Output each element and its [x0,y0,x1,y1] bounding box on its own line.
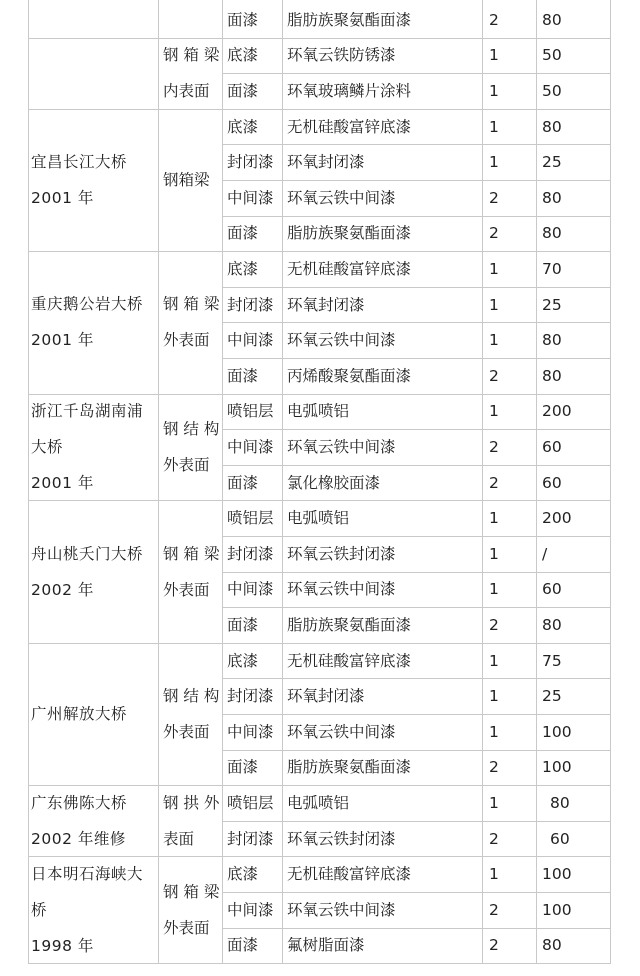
coating-material-cell: 环氧云铁防锈漆 [287,46,396,65]
coating-material-cell: 环氧封闭漆 [287,295,365,314]
coat-count-cell: 1 [489,509,499,528]
coating-material-cell: 氟树脂面漆 [287,936,365,955]
bridge-name-line: 浙江千岛湖南浦 [31,402,144,420]
coat-count-cell: 2 [489,224,499,243]
grid-line-layer-row [222,750,611,751]
coating-layer-cell: 面漆 [227,936,259,955]
coating-material-cell: 环氧封闭漆 [287,153,365,172]
coating-material-cell: 无机硅酸富锌底漆 [287,865,412,884]
coating-material-cell: 环氧云铁中间漆 [287,900,396,919]
film-thickness-cell: 80 [542,224,562,243]
coat-count-cell: 1 [489,117,499,136]
grid-line-group [28,394,611,395]
bridge-name-line: 2001 年 [31,331,94,350]
coating-layer-cell: 中间漆 [227,188,274,207]
grid-line-layer-row [222,607,611,608]
coat-count-cell: 1 [489,865,499,884]
film-thickness-cell: 50 [542,46,562,65]
bridge-name-line: 桥 [31,900,48,919]
coat-count-cell: 2 [489,366,499,385]
coat-count-cell: 2 [489,616,499,634]
bridge-name-line: 广州解放大桥 [31,705,128,723]
coat-count-cell: 1 [489,153,499,172]
coat-count-cell: 1 [489,331,499,350]
structure-part-line: 外表面 [163,331,210,350]
coat-count-cell: 1 [489,46,499,65]
coating-layer-cell: 面漆 [227,82,259,100]
film-thickness-cell: 60 [550,829,570,848]
coating-layer-cell: 中间漆 [227,900,274,919]
coating-layer-cell: 封闭漆 [227,687,274,706]
structure-part-line: 钢 箱 梁 [163,46,220,65]
coating-material-cell: 无机硅酸富锌底漆 [287,651,412,670]
bridge-name-line: 1998 年 [31,936,94,955]
bridge-name-line: 重庆鹅公岩大桥 [31,295,144,314]
coating-layer-cell: 中间漆 [227,331,274,350]
grid-line-group [28,38,611,39]
grid-line-layer-row [222,429,611,430]
coating-layer-cell: 封闭漆 [227,295,274,314]
coating-material-cell: 电弧喷铝 [287,794,350,812]
grid-line-bottom [28,963,611,964]
coating-material-cell: 环氧云铁中间漆 [287,438,396,456]
structure-part-line: 外表面 [163,456,210,474]
grid-line-layer-row [222,287,611,288]
coating-layer-cell: 中间漆 [227,722,274,741]
grid-line-group [28,109,611,110]
coating-material-cell: 氯化橡胶面漆 [287,473,381,492]
film-thickness-cell: 80 [542,117,562,136]
coating-layer-cell: 中间漆 [227,580,274,599]
grid-line-layer-row [222,821,611,822]
structure-part-line: 外表面 [163,918,210,937]
coating-layer-cell: 底漆 [227,46,259,65]
coating-material-cell: 脂肪族聚氨酯面漆 [287,758,412,777]
coating-material-cell: 环氧云铁封闭漆 [287,544,396,563]
film-thickness-cell: 100 [542,900,572,919]
film-thickness-cell: 50 [542,82,562,100]
bridge-name-line: 2001 年 [31,189,94,207]
coating-layer-cell: 底漆 [227,117,259,136]
bridge-name-line: 广东佛陈大桥 [31,793,128,812]
grid-line-layer-row [222,892,611,893]
film-thickness-cell: / [542,544,548,563]
grid-line-layer-row [222,536,611,537]
structure-part-line: 钢 箱 梁 [163,882,220,901]
coating-material-cell: 丙烯酸聚氨酯面漆 [287,366,412,385]
bridge-name-line: 2001 年 [31,474,94,492]
film-thickness-cell: 80 [550,794,570,812]
coat-count-cell: 1 [489,687,499,706]
coating-layer-cell: 喷铝层 [227,509,274,528]
coating-layer-cell: 封闭漆 [227,544,274,563]
film-thickness-cell: 100 [542,865,572,884]
grid-line-layer-row [222,180,611,181]
structure-part-line: 表面 [163,829,195,848]
grid-line-layer-row [222,322,611,323]
film-thickness-cell: 60 [542,580,562,599]
coating-layer-cell: 封闭漆 [227,829,274,848]
coat-count-cell: 1 [489,580,499,599]
coating-layer-cell: 喷铝层 [227,402,274,421]
coat-count-cell: 1 [489,794,499,812]
film-thickness-cell: 200 [542,509,572,528]
coat-count-cell: 1 [489,82,499,100]
coating-layer-cell: 底漆 [227,865,259,884]
grid-line-layer-row [222,928,611,929]
structure-part-line: 外表面 [163,723,210,741]
structure-part-line: 外表面 [163,580,210,599]
grid-line-layer-row [222,144,611,145]
film-thickness-cell: 80 [542,366,562,385]
grid-line-left [28,0,29,963]
grid-line-group [28,500,611,501]
coating-layer-cell: 面漆 [227,10,259,29]
bridge-name-line: 2002 年维修 [31,829,126,848]
grid-line-layer-row [222,714,611,715]
coat-count-cell: 2 [489,936,499,955]
film-thickness-cell: 100 [542,758,572,777]
coating-layer-cell: 中间漆 [227,438,274,456]
coating-layer-cell: 面漆 [227,758,259,777]
structure-part-line: 钢 结 构 [163,687,220,705]
grid-line-group [28,856,611,857]
film-thickness-cell: 80 [542,936,562,955]
coat-count-cell: 2 [489,188,499,207]
coating-material-cell: 环氧云铁中间漆 [287,722,396,741]
grid-line-layer-row [222,572,611,573]
coat-count-cell: 1 [489,651,499,670]
coating-material-cell: 脂肪族聚氨酯面漆 [287,616,412,634]
film-thickness-cell: 25 [542,153,562,172]
film-thickness-cell: 60 [542,438,562,456]
coating-material-cell: 环氧玻璃鳞片涂料 [287,82,412,100]
coat-count-cell: 1 [489,260,499,278]
coating-material-cell: 无机硅酸富锌底漆 [287,117,412,136]
coat-count-cell: 1 [489,295,499,314]
coat-count-cell: 1 [489,544,499,563]
structure-part-line: 钢 拱 外 [163,793,220,812]
film-thickness-cell: 200 [542,402,572,421]
structure-part-line: 钢 箱 梁 [163,295,220,314]
bridge-name-line: 宜昌长江大桥 [31,153,128,171]
grid-line-col-structure [158,0,159,963]
coating-layer-cell: 喷铝层 [227,794,274,812]
coating-material-cell: 环氧封闭漆 [287,687,365,706]
film-thickness-cell: 75 [542,651,562,670]
grid-line-group [28,785,611,786]
coating-material-cell: 环氧云铁中间漆 [287,580,396,599]
coating-material-cell: 电弧喷铝 [287,402,350,421]
coat-count-cell: 1 [489,722,499,741]
coating-material-cell: 脂肪族聚氨酯面漆 [287,224,412,243]
grid-line-layer-row [222,73,611,74]
coating-material-cell: 环氧云铁中间漆 [287,331,396,350]
coat-count-cell: 1 [489,402,499,421]
coat-count-cell: 2 [489,900,499,919]
coat-count-cell: 2 [489,10,499,29]
coating-layer-cell: 面漆 [227,473,259,492]
coat-count-cell: 2 [489,473,499,492]
grid-line-layer-row [222,358,611,359]
structure-part-line: 钢箱梁 [163,171,210,189]
film-thickness-cell: 70 [542,260,562,278]
coating-layer-cell: 面漆 [227,224,259,243]
coating-material-cell: 环氧云铁封闭漆 [287,829,396,848]
coating-layer-cell: 底漆 [227,651,259,670]
structure-part-line: 钢 结 构 [163,420,220,438]
coat-count-cell: 2 [489,758,499,777]
film-thickness-cell: 80 [542,616,562,634]
grid-line-group [28,643,611,644]
structure-part-line: 钢 箱 梁 [163,544,220,563]
coating-material-cell: 环氧云铁中间漆 [287,188,396,207]
coating-layer-cell: 面漆 [227,366,259,385]
coating-layer-cell: 底漆 [227,260,259,278]
grid-line-layer-row [222,465,611,466]
coating-material-cell: 无机硅酸富锌底漆 [287,260,412,278]
structure-part-line: 内表面 [163,82,210,101]
film-thickness-cell: 80 [542,10,562,29]
film-thickness-cell: 80 [542,331,562,350]
film-thickness-cell: 80 [542,188,562,207]
film-thickness-cell: 25 [542,295,562,314]
film-thickness-cell: 60 [542,473,562,492]
grid-line-layer-row [222,678,611,679]
coating-material-cell: 电弧喷铝 [287,509,350,528]
film-thickness-cell: 25 [542,687,562,706]
grid-line-layer-row [222,216,611,217]
coating-material-cell: 脂肪族聚氨酯面漆 [287,10,412,29]
coat-count-cell: 2 [489,438,499,456]
bridge-name-line: 舟山桃夭门大桥 [31,544,144,563]
bridge-name-line: 大桥 [31,438,64,456]
grid-line-group [28,251,611,252]
bridge-name-line: 日本明石海峡大 [31,864,144,883]
coating-layer-cell: 封闭漆 [227,153,274,172]
film-thickness-cell: 100 [542,722,572,741]
coat-count-cell: 2 [489,829,499,848]
coating-layer-cell: 面漆 [227,616,259,634]
bridge-name-line: 2002 年 [31,580,94,599]
